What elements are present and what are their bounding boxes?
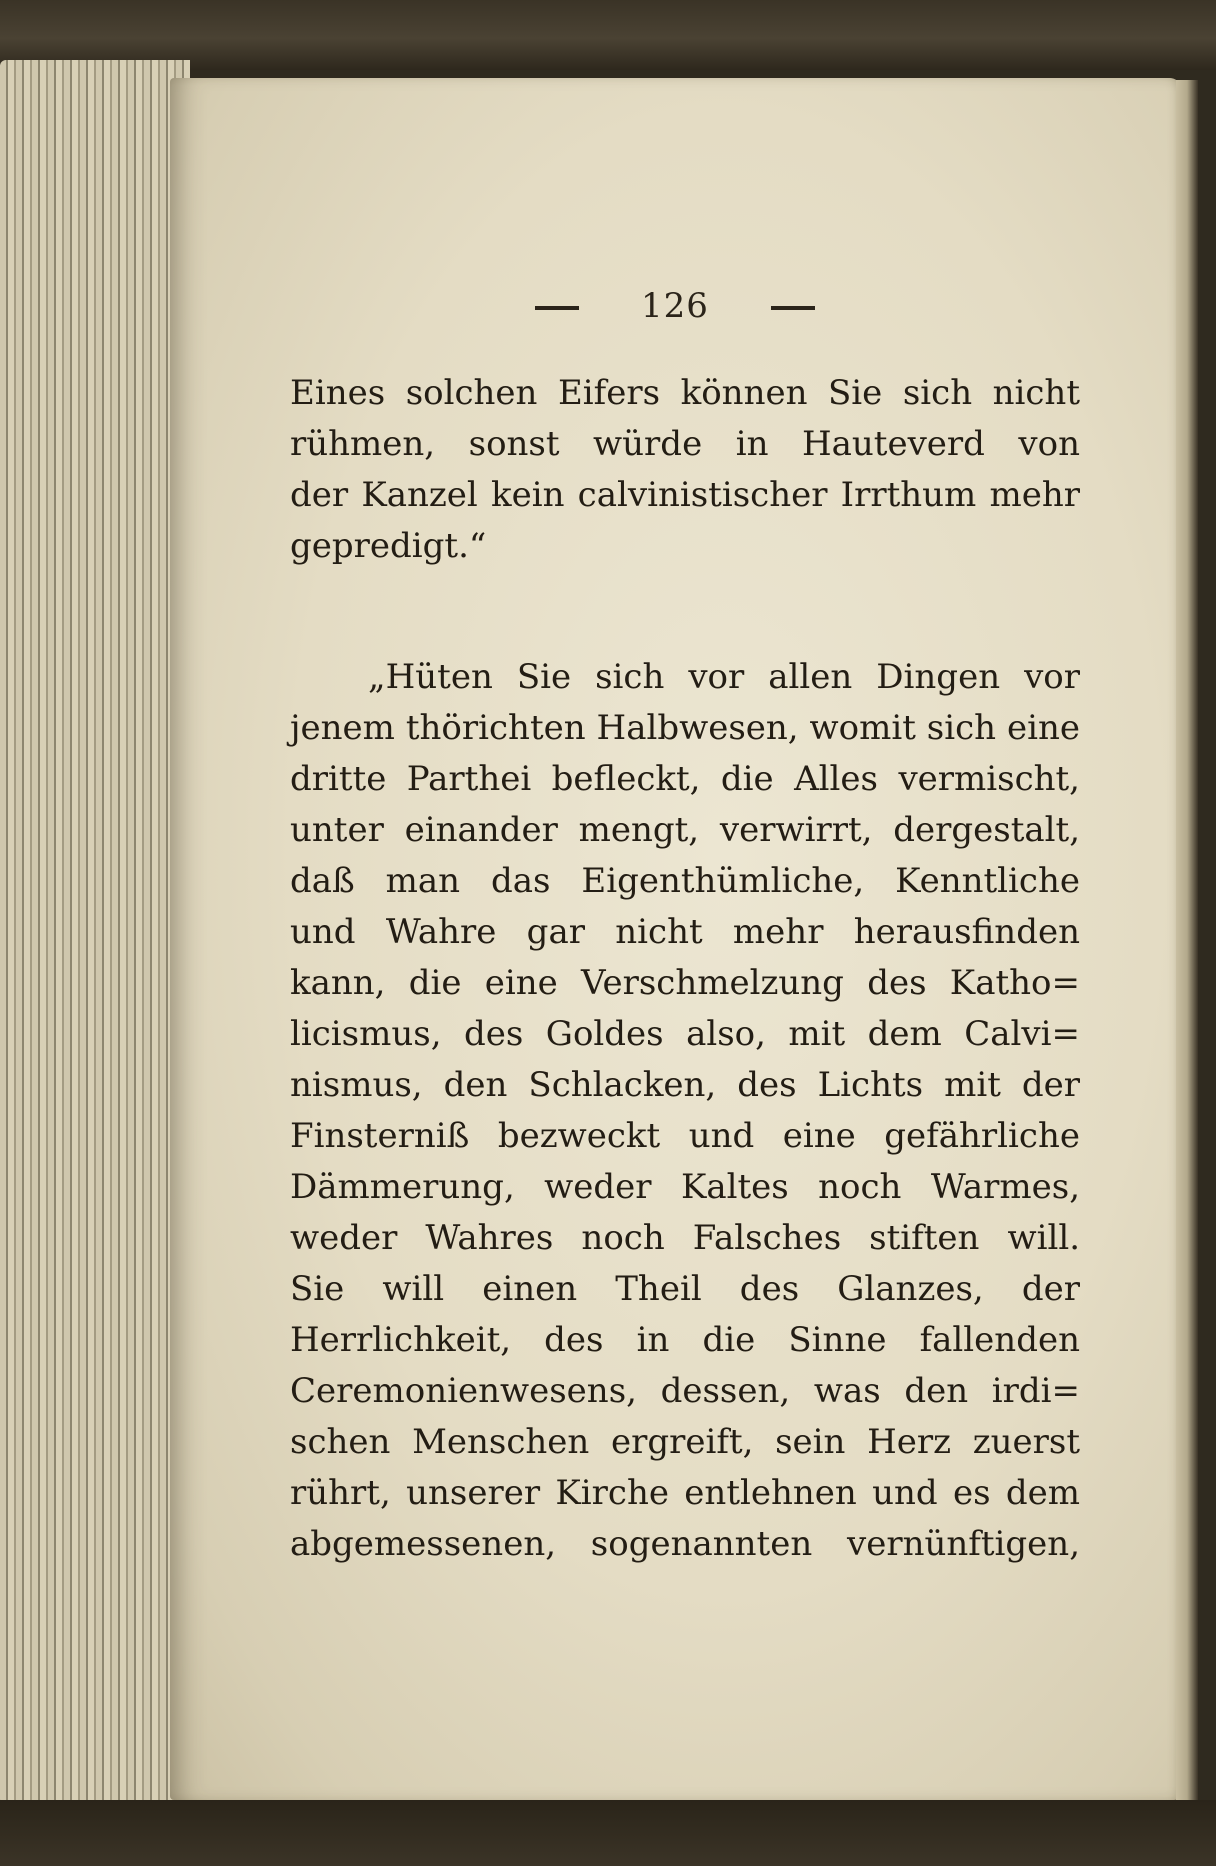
page-stack — [0, 60, 190, 1805]
header-dash-left — [535, 306, 579, 310]
paragraph-gap — [290, 572, 1080, 652]
text-line: kann, die eine Verschmelzung des Katho= — [290, 963, 1080, 1003]
page-number: 126 — [641, 286, 709, 326]
text-line: nismus, den Schlacken, des Lichts mit der — [290, 1065, 1080, 1105]
text-line: rührt, unserer Kirche entlehnen und es dem — [290, 1473, 1080, 1513]
text-line: weder Wahres noch Falsches stiften will. — [290, 1218, 1080, 1258]
paragraph-2 — [290, 652, 1080, 1570]
page-edge — [1176, 80, 1198, 1800]
text-line: daß man das Eigenthümliche, Kenntliche — [290, 861, 1080, 901]
text-line: schen Menschen ergreift, sein Herz zuerst — [290, 1422, 1080, 1462]
text-line: licismus, des Goldes also, mit dem Calvi= — [290, 1014, 1080, 1054]
text-line: der Kanzel kein calvinistischer Irrthum mehr — [290, 475, 1080, 515]
body-text — [290, 368, 1080, 1570]
text-line: und Wahre gar nicht mehr herausfinden — [290, 912, 1080, 952]
book-cover-bottom — [0, 1800, 1216, 1866]
header-dash-right — [771, 306, 815, 310]
text-line: jenem thörichten Halbwesen, womit sich eine — [290, 708, 1080, 748]
text-line: Finsterniß bezweckt und eine gefährliche — [290, 1116, 1080, 1156]
text-line: Eines solchen Eifers können Sie sich nicht — [290, 373, 1080, 413]
text-line: Ceremonienwesens, dessen, was den irdi= — [290, 1371, 1080, 1411]
text-line: unter einander mengt, verwirrt, dergestalt, — [290, 810, 1080, 850]
text-line: rühmen, sonst würde in Hauteverd von — [290, 424, 1080, 464]
book-page — [170, 78, 1180, 1800]
text-line: „Hüten Sie sich vor allen Dingen vor — [368, 657, 1080, 697]
text-line: abgemessenen, sogenannten vernünftigen, — [290, 1524, 1080, 1564]
page-number-header — [170, 286, 1180, 326]
paragraph-1 — [290, 368, 1080, 572]
text-line: dritte Parthei befleckt, die Alles vermischt, — [290, 759, 1080, 799]
text-line: Sie will einen Theil des Glanzes, der — [290, 1269, 1080, 1309]
text-line: gepredigt.“ — [290, 526, 487, 566]
text-line: Dämmerung, weder Kaltes noch Warmes, — [290, 1167, 1080, 1207]
text-line: Herrlichkeit, des in die Sinne fallenden — [290, 1320, 1080, 1360]
